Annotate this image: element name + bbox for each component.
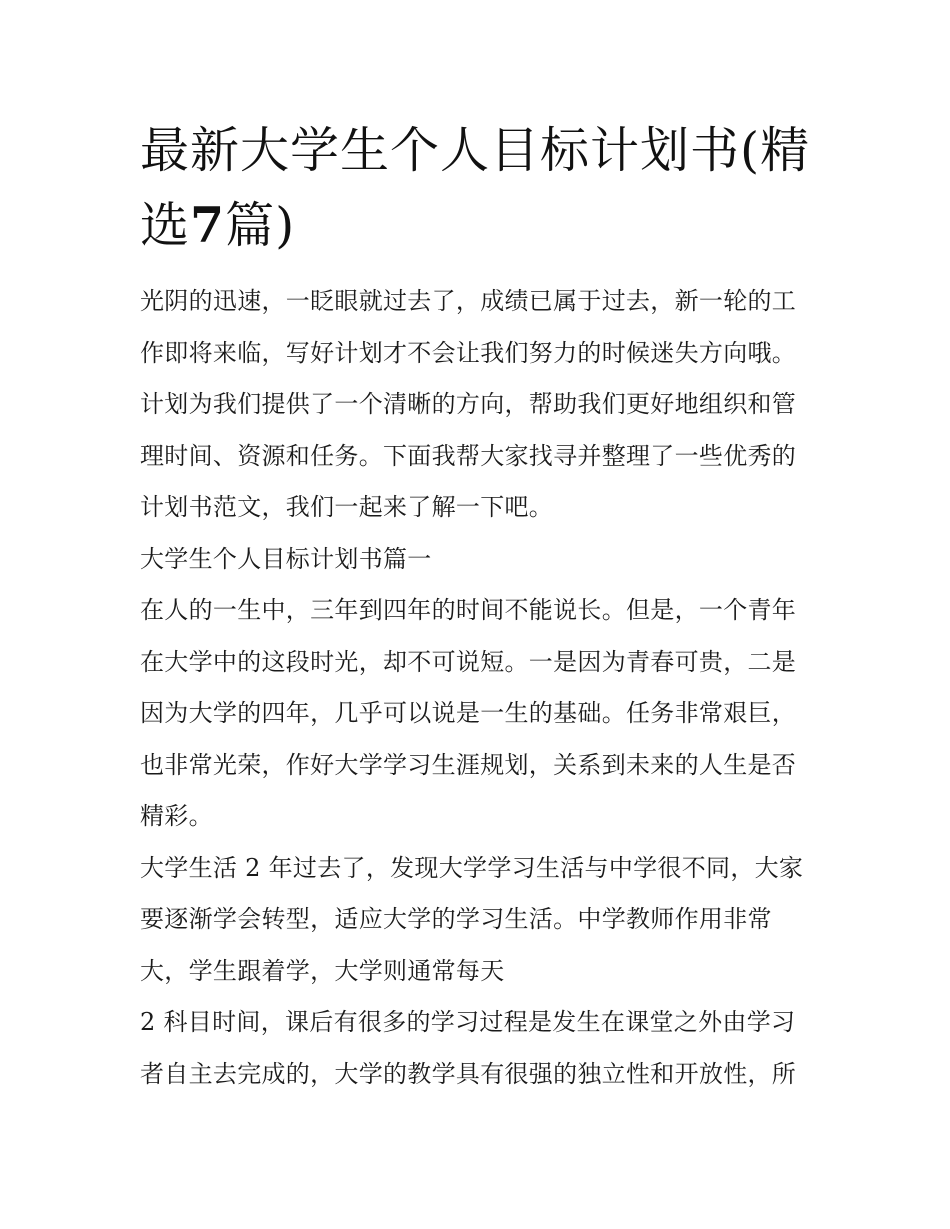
document-body [140, 276, 812, 1100]
document-title [140, 114, 820, 263]
text-line: 大，学生跟着学，大学则通常每天 [140, 956, 505, 985]
text-line: 光阴的迅速，一眨眼就过去了，成绩已属于过去，新一轮的工 [140, 287, 797, 315]
text-line: 2 科目时间，课后有很多的学习过程是发生在课堂之外由学习 [140, 1008, 796, 1036]
title-line-1: 最新大学生个人目标计划书(精 [140, 122, 811, 179]
title-line-2-suffix: 篇) [225, 197, 296, 254]
section-heading: 大学生个人目标计划书篇一 [140, 544, 432, 573]
text-line: 计划为我们提供了一个清晰的方向，帮助我们更好地组织和管 [140, 390, 797, 418]
text-line: 者自主去完成的，大学的教学具有很强的独立性和开放性，所 [140, 1059, 797, 1088]
title-line-2-prefix: 选 [140, 197, 191, 254]
text-line: 作即将来临，写好计划才不会让我们努力的时候迷失方向哦。 [140, 338, 797, 367]
text-line: 在人的一生中，三年到四年的时间不能说长。但是，一个青年 [140, 596, 797, 624]
text-line: 大学生活 2 年过去了，发现大学学习生活与中学很不同，大家 [140, 853, 804, 882]
text-line: 精彩。 [140, 802, 213, 830]
text-line: 要逐渐学会转型，适应大学的学习生活。中学教师作用非常 [140, 905, 772, 933]
title-line-2-number: 7 [190, 196, 226, 254]
text-line: 在大学中的这段时光，却不可说短。一是因为青春可贵，二是 [140, 647, 797, 676]
text-line: 也非常光荣，作好大学学习生涯规划，关系到未来的人生是否 [140, 750, 797, 779]
text-line: 理时间、资源和任务。下面我帮大家找寻并整理了一些优秀的 [140, 441, 797, 470]
text-line: 计划书范文，我们一起来了解一下吧。 [140, 493, 554, 521]
text-line: 因为大学的四年，几乎可以说是一生的基础。任务非常艰巨， [140, 699, 797, 727]
